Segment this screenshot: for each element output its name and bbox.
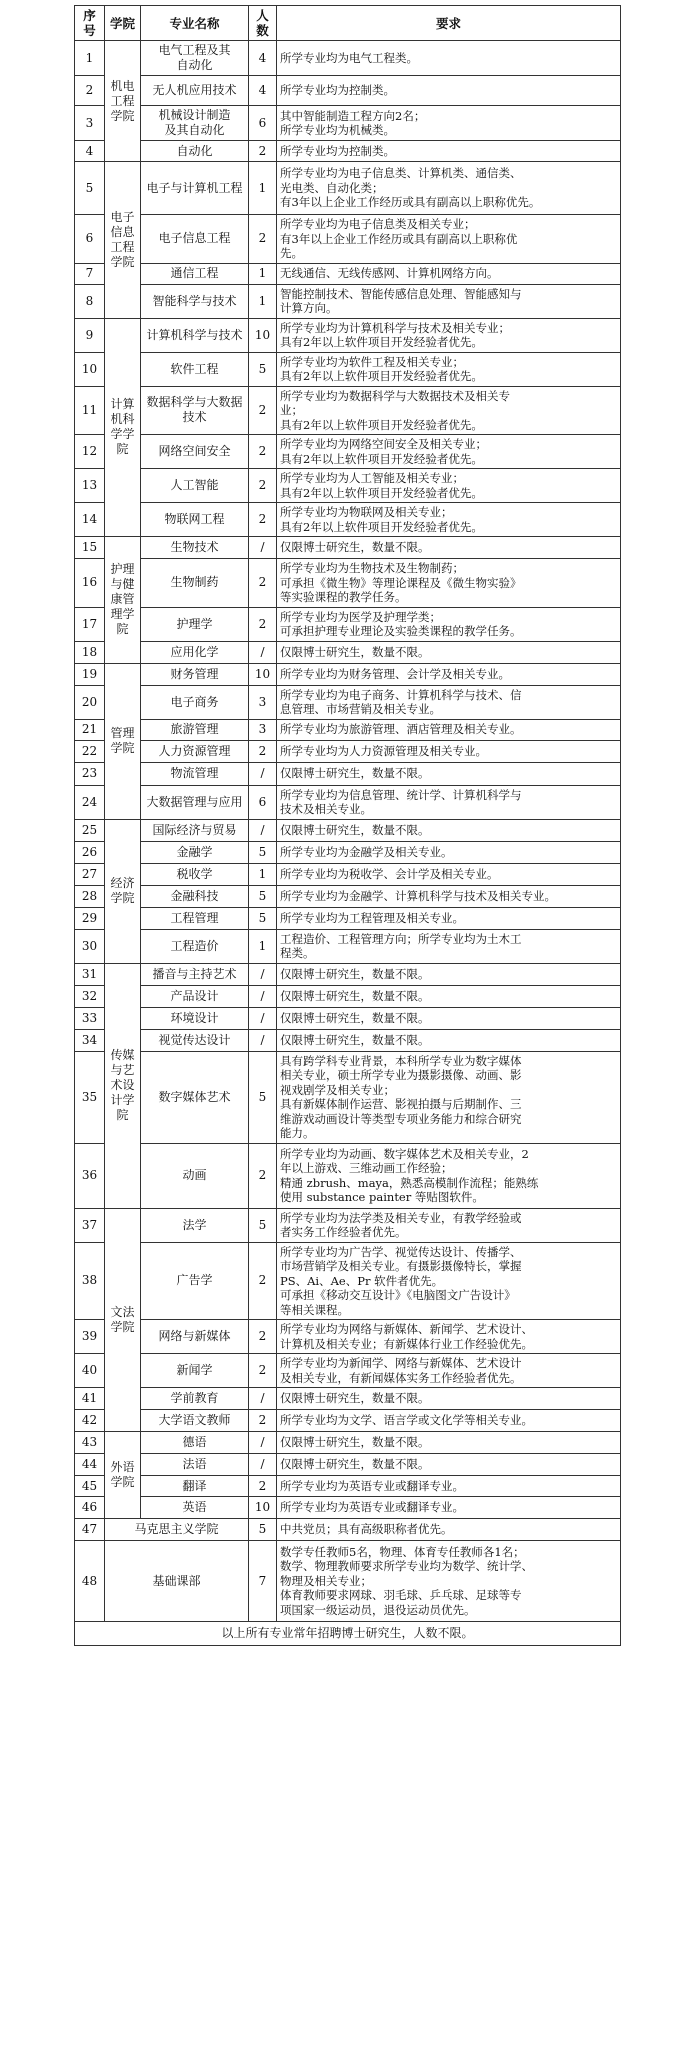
table-row	[75, 685, 621, 719]
college-cell: 电子 信息 工程 学院	[105, 162, 141, 319]
row-count: 6	[249, 106, 277, 141]
table-row	[75, 106, 621, 141]
table-row	[75, 1519, 621, 1541]
row-index: 30	[75, 929, 105, 963]
header-requirement: 要求	[277, 6, 621, 41]
row-count: 2	[249, 740, 277, 762]
table-row	[75, 284, 621, 318]
row-requirement: 其中智能制造工程方向2名； 所学专业均为机械类。	[277, 106, 621, 141]
row-major: 通信工程	[141, 263, 249, 284]
row-index: 48	[75, 1541, 105, 1622]
row-count: 3	[249, 719, 277, 740]
table-row	[75, 352, 621, 386]
row-index: 18	[75, 641, 105, 663]
row-count: 2	[249, 469, 277, 503]
row-requirement: 所学专业均为人力资源管理及相关专业。	[277, 740, 621, 762]
row-requirement: 所学专业均为新闻学、网络与新媒体、艺术设计 及相关专业，有新闻媒体实务工作经验者优先。	[277, 1354, 621, 1388]
table-row	[75, 1242, 621, 1320]
row-count: 2	[249, 503, 277, 537]
row-requirement: 无线通信、无线传感网、计算机网络方向。	[277, 263, 621, 284]
row-count: 4	[249, 76, 277, 106]
row-major: 工程管理	[141, 907, 249, 929]
row-requirement: 所学专业均为税收学、会计学及相关专业。	[277, 863, 621, 885]
row-index: 43	[75, 1432, 105, 1454]
row-requirement: 所学专业均为计算机科学与技术及相关专业； 具有2年以上软件项目开发经验者优先。	[277, 318, 621, 352]
row-requirement: 中共党员；具有高级职称者优先。	[277, 1519, 621, 1541]
row-count: /	[249, 1454, 277, 1476]
row-count: 5	[249, 1051, 277, 1143]
row-requirement: 仅限博士研究生，数量不限。	[277, 1007, 621, 1029]
row-count: 10	[249, 318, 277, 352]
table-row	[75, 537, 621, 559]
row-index: 26	[75, 841, 105, 863]
row-major: 旅游管理	[141, 719, 249, 740]
row-index: 46	[75, 1497, 105, 1519]
row-count: 2	[249, 1242, 277, 1320]
row-index: 22	[75, 740, 105, 762]
row-index: 19	[75, 663, 105, 685]
row-requirement: 仅限博士研究生，数量不限。	[277, 1029, 621, 1051]
row-count: 2	[249, 559, 277, 608]
row-requirement: 所学专业均为广告学、视觉传达设计、传播学、 市场营销学及相关专业。有摄影摄像特长，掌握 PS、Ai、Ae、Pr 软件者优先。 可承担《移动交互设计》《电脑图文广告设计》 等相关课程。	[277, 1242, 621, 1320]
table-row	[75, 1476, 621, 1497]
row-major: 网络空间安全	[141, 435, 249, 469]
row-major: 环境设计	[141, 1007, 249, 1029]
college-cell: 外语 学院	[105, 1432, 141, 1519]
row-requirement: 所学专业均为工程管理及相关专业。	[277, 907, 621, 929]
row-requirement: 所学专业均为医学及护理学类； 可承担护理专业理论及实验类课程的教学任务。	[277, 607, 621, 641]
table-row	[75, 1208, 621, 1242]
row-count: /	[249, 1029, 277, 1051]
row-major: 国际经济与贸易	[141, 819, 249, 841]
footer-note: 以上所有专业常年招聘博士研究生，人数不限。	[75, 1622, 621, 1646]
row-index: 33	[75, 1007, 105, 1029]
row-requirement: 仅限博士研究生，数量不限。	[277, 641, 621, 663]
row-index: 41	[75, 1388, 105, 1410]
row-count: 1	[249, 162, 277, 215]
table-row	[75, 819, 621, 841]
row-index: 16	[75, 559, 105, 608]
college-cell: 管理 学院	[105, 663, 141, 819]
row-requirement: 所学专业均为英语专业或翻译专业。	[277, 1497, 621, 1519]
table-row	[75, 841, 621, 863]
row-count: 10	[249, 663, 277, 685]
table-row	[75, 1541, 621, 1622]
table-row	[75, 1007, 621, 1029]
header-college: 学院	[105, 6, 141, 41]
row-count: 1	[249, 284, 277, 318]
row-requirement: 所学专业均为人工智能及相关专业； 具有2年以上软件项目开发经验者优先。	[277, 469, 621, 503]
table-row	[75, 719, 621, 740]
row-index: 20	[75, 685, 105, 719]
row-index: 28	[75, 885, 105, 907]
row-count: 5	[249, 1519, 277, 1541]
row-count: 1	[249, 929, 277, 963]
row-index: 5	[75, 162, 105, 215]
row-index: 40	[75, 1354, 105, 1388]
row-index: 21	[75, 719, 105, 740]
row-major: 电子信息工程	[141, 215, 249, 264]
table-header-row	[75, 6, 621, 41]
row-index: 17	[75, 607, 105, 641]
row-major: 工程造价	[141, 929, 249, 963]
header-count: 人数	[249, 6, 277, 41]
row-index: 1	[75, 41, 105, 76]
row-major: 法学	[141, 1208, 249, 1242]
row-requirement: 仅限博士研究生，数量不限。	[277, 537, 621, 559]
row-index: 6	[75, 215, 105, 264]
row-index: 11	[75, 386, 105, 435]
row-major: 学前教育	[141, 1388, 249, 1410]
table-row	[75, 215, 621, 264]
row-count: /	[249, 1007, 277, 1029]
row-count: 2	[249, 386, 277, 435]
row-requirement: 工程造价、工程管理方向；所学专业均为土木工 程类。	[277, 929, 621, 963]
row-index: 3	[75, 106, 105, 141]
row-major: 人力资源管理	[141, 740, 249, 762]
row-count: 4	[249, 41, 277, 76]
row-major: 电子商务	[141, 685, 249, 719]
table-row	[75, 762, 621, 785]
row-index: 2	[75, 76, 105, 106]
college-cell: 计算 机科 学学 院	[105, 318, 141, 537]
row-count: 2	[249, 1410, 277, 1432]
row-requirement: 所学专业均为财务管理、会计学及相关专业。	[277, 663, 621, 685]
row-index: 14	[75, 503, 105, 537]
row-index: 15	[75, 537, 105, 559]
row-major: 软件工程	[141, 352, 249, 386]
table-row	[75, 663, 621, 685]
row-requirement: 具有跨学科专业背景，本科所学专业为数字媒体 相关专业，硕士所学专业为摄影摄像、动画、影 视戏剧学及相关专业； 具有新媒体制作运营、影视拍摄与后期制作、三 维游戏动画设计等类型专项业务能力和综合研究 能力。	[277, 1051, 621, 1143]
row-count: /	[249, 963, 277, 985]
table-row	[75, 863, 621, 885]
row-index: 47	[75, 1519, 105, 1541]
row-count: 2	[249, 215, 277, 264]
row-index: 35	[75, 1051, 105, 1143]
row-count: 5	[249, 841, 277, 863]
row-requirement: 所学专业均为控制类。	[277, 141, 621, 162]
table-row	[75, 607, 621, 641]
row-count: 1	[249, 863, 277, 885]
row-major: 生物制药	[141, 559, 249, 608]
row-requirement: 所学专业均为法学类及相关专业，有教学经验或 者实务工作经验者优先。	[277, 1208, 621, 1242]
row-count: 2	[249, 607, 277, 641]
table-row	[75, 1029, 621, 1051]
row-index: 10	[75, 352, 105, 386]
table-row	[75, 435, 621, 469]
row-major: 生物技术	[141, 537, 249, 559]
row-major: 物联网工程	[141, 503, 249, 537]
table-row	[75, 386, 621, 435]
table-row	[75, 985, 621, 1007]
college-cell: 文法 学院	[105, 1208, 141, 1432]
row-major: 金融科技	[141, 885, 249, 907]
row-index: 9	[75, 318, 105, 352]
row-major: 数据科学与大数据 技术	[141, 386, 249, 435]
row-requirement: 所学专业均为信息管理、统计学、计算机科学与 技术及相关专业。	[277, 785, 621, 819]
row-major: 大数据管理与应用	[141, 785, 249, 819]
row-major: 电子与计算机工程	[141, 162, 249, 215]
row-index: 31	[75, 963, 105, 985]
row-major: 法语	[141, 1454, 249, 1476]
row-requirement: 所学专业均为网络空间安全及相关专业； 具有2年以上软件项目开发经验者优先。	[277, 435, 621, 469]
row-index: 7	[75, 263, 105, 284]
table-row	[75, 1051, 621, 1143]
row-college-merged: 马克思主义学院	[105, 1519, 249, 1541]
row-major: 机械设计制造 及其自动化	[141, 106, 249, 141]
table-row	[75, 1432, 621, 1454]
table-row	[75, 907, 621, 929]
row-index: 12	[75, 435, 105, 469]
row-major: 大学语文教师	[141, 1410, 249, 1432]
row-count: 2	[249, 1354, 277, 1388]
table-row	[75, 929, 621, 963]
row-requirement: 仅限博士研究生，数量不限。	[277, 963, 621, 985]
row-major: 翻译	[141, 1476, 249, 1497]
row-major: 电气工程及其 自动化	[141, 41, 249, 76]
recruitment-table	[74, 5, 621, 1646]
row-major: 新闻学	[141, 1354, 249, 1388]
table-row	[75, 1354, 621, 1388]
row-count: 5	[249, 352, 277, 386]
row-major: 智能科学与技术	[141, 284, 249, 318]
header-index: 序号	[75, 6, 105, 41]
header-major: 专业名称	[141, 6, 249, 41]
row-index: 8	[75, 284, 105, 318]
row-requirement: 智能控制技术、智能传感信息处理、智能感知与 计算方向。	[277, 284, 621, 318]
row-index: 38	[75, 1242, 105, 1320]
table-row	[75, 1497, 621, 1519]
row-count: 2	[249, 141, 277, 162]
row-major: 动画	[141, 1143, 249, 1208]
table-row	[75, 1143, 621, 1208]
row-index: 4	[75, 141, 105, 162]
row-major: 税收学	[141, 863, 249, 885]
row-requirement: 仅限博士研究生，数量不限。	[277, 762, 621, 785]
row-major: 英语	[141, 1497, 249, 1519]
row-requirement: 仅限博士研究生，数量不限。	[277, 1388, 621, 1410]
row-requirement: 所学专业均为物联网及相关专业； 具有2年以上软件项目开发经验者优先。	[277, 503, 621, 537]
row-requirement: 仅限博士研究生，数量不限。	[277, 1454, 621, 1476]
row-count: 6	[249, 785, 277, 819]
row-college-merged: 基础课部	[105, 1541, 249, 1622]
row-index: 42	[75, 1410, 105, 1432]
row-major: 财务管理	[141, 663, 249, 685]
row-major: 无人机应用技术	[141, 76, 249, 106]
row-requirement: 所学专业均为旅游管理、酒店管理及相关专业。	[277, 719, 621, 740]
table-footer-row	[75, 1622, 621, 1646]
row-count: 10	[249, 1497, 277, 1519]
row-major: 金融学	[141, 841, 249, 863]
row-major: 物流管理	[141, 762, 249, 785]
table-row	[75, 162, 621, 215]
row-major: 人工智能	[141, 469, 249, 503]
row-requirement: 所学专业均为电子信息类、计算机类、通信类、 光电类、自动化类； 有3年以上企业工作经历或具有副高以上职称优先。	[277, 162, 621, 215]
row-requirement: 所学专业均为动画、数字媒体艺术及相关专业，2 年以上游戏、三维动画工作经验； 精通 zbrush、maya，熟悉高模制作流程；能熟练 使用 substance painter 等贴图软件。	[277, 1143, 621, 1208]
row-requirement: 所学专业均为电气工程类。	[277, 41, 621, 76]
table-row	[75, 1410, 621, 1432]
table-row	[75, 318, 621, 352]
row-requirement: 所学专业均为生物技术及生物制药； 可承担《微生物》等理论课程及《微生物实验》 等实验课程的教学任务。	[277, 559, 621, 608]
table-row	[75, 885, 621, 907]
row-requirement: 所学专业均为电子信息类及相关专业； 有3年以上企业工作经历或具有副高以上职称优 先。	[277, 215, 621, 264]
row-major: 计算机科学与技术	[141, 318, 249, 352]
row-requirement: 仅限博士研究生，数量不限。	[277, 819, 621, 841]
row-count: /	[249, 537, 277, 559]
row-major: 护理学	[141, 607, 249, 641]
row-index: 44	[75, 1454, 105, 1476]
college-cell: 护理 与健 康管 理学 院	[105, 537, 141, 664]
table-row	[75, 740, 621, 762]
row-count: 5	[249, 1208, 277, 1242]
row-count: /	[249, 641, 277, 663]
row-major: 网络与新媒体	[141, 1320, 249, 1354]
row-major: 产品设计	[141, 985, 249, 1007]
row-count: 2	[249, 1143, 277, 1208]
row-requirement: 仅限博士研究生，数量不限。	[277, 1432, 621, 1454]
row-index: 24	[75, 785, 105, 819]
row-major: 广告学	[141, 1242, 249, 1320]
row-requirement: 所学专业均为软件工程及相关专业； 具有2年以上软件项目开发经验者优先。	[277, 352, 621, 386]
row-major: 播音与主持艺术	[141, 963, 249, 985]
row-requirement: 所学专业均为网络与新媒体、新闻学、艺术设计、 计算机及相关专业；有新媒体行业工作经验优先。	[277, 1320, 621, 1354]
row-major: 应用化学	[141, 641, 249, 663]
table-row	[75, 76, 621, 106]
row-major: 德语	[141, 1432, 249, 1454]
row-major: 自动化	[141, 141, 249, 162]
table-row	[75, 1454, 621, 1476]
row-requirement: 所学专业均为金融学、计算机科学与技术及相关专业。	[277, 885, 621, 907]
row-requirement: 数学专任教师5名，物理、体育专任教师各1名； 数学、物理教师要求所学专业均为数学、统计学、 物理及相关专业； 体育教师要求网球、羽毛球、乒乓球、足球等专 项国家一级运动员，退役运动员优先。	[277, 1541, 621, 1622]
college-cell: 机电 工程 学院	[105, 41, 141, 162]
row-major: 数字媒体艺术	[141, 1051, 249, 1143]
table-row	[75, 41, 621, 76]
row-major: 视觉传达设计	[141, 1029, 249, 1051]
table-row	[75, 1388, 621, 1410]
row-index: 45	[75, 1476, 105, 1497]
row-requirement: 所学专业均为电子商务、计算机科学与技术、信 息管理、市场营销及相关专业。	[277, 685, 621, 719]
row-count: 2	[249, 435, 277, 469]
college-cell: 传媒 与艺 术设 计学 院	[105, 963, 141, 1208]
table-row	[75, 263, 621, 284]
row-requirement: 所学专业均为文学、语言学或文化学等相关专业。	[277, 1410, 621, 1432]
table-row	[75, 469, 621, 503]
row-count: /	[249, 1388, 277, 1410]
table-row	[75, 963, 621, 985]
row-count: /	[249, 819, 277, 841]
row-requirement: 所学专业均为金融学及相关专业。	[277, 841, 621, 863]
row-count: /	[249, 985, 277, 1007]
row-count: 2	[249, 1476, 277, 1497]
row-requirement: 所学专业均为控制类。	[277, 76, 621, 106]
college-cell: 经济 学院	[105, 819, 141, 963]
table-row	[75, 1320, 621, 1354]
row-count: 5	[249, 885, 277, 907]
table-row	[75, 559, 621, 608]
table-row	[75, 503, 621, 537]
row-requirement: 仅限博士研究生，数量不限。	[277, 985, 621, 1007]
row-requirement: 所学专业均为数据科学与大数据技术及相关专 业； 具有2年以上软件项目开发经验者优先。	[277, 386, 621, 435]
row-index: 37	[75, 1208, 105, 1242]
row-count: 7	[249, 1541, 277, 1622]
row-index: 13	[75, 469, 105, 503]
row-index: 27	[75, 863, 105, 885]
row-index: 32	[75, 985, 105, 1007]
row-count: 2	[249, 1320, 277, 1354]
row-index: 36	[75, 1143, 105, 1208]
row-count: 5	[249, 907, 277, 929]
table-row	[75, 141, 621, 162]
row-index: 39	[75, 1320, 105, 1354]
row-requirement: 所学专业均为英语专业或翻译专业。	[277, 1476, 621, 1497]
table-row	[75, 641, 621, 663]
row-count: /	[249, 1432, 277, 1454]
row-index: 25	[75, 819, 105, 841]
table-row	[75, 785, 621, 819]
row-index: 23	[75, 762, 105, 785]
row-index: 29	[75, 907, 105, 929]
row-index: 34	[75, 1029, 105, 1051]
row-count: 1	[249, 263, 277, 284]
row-count: 3	[249, 685, 277, 719]
row-count: /	[249, 762, 277, 785]
